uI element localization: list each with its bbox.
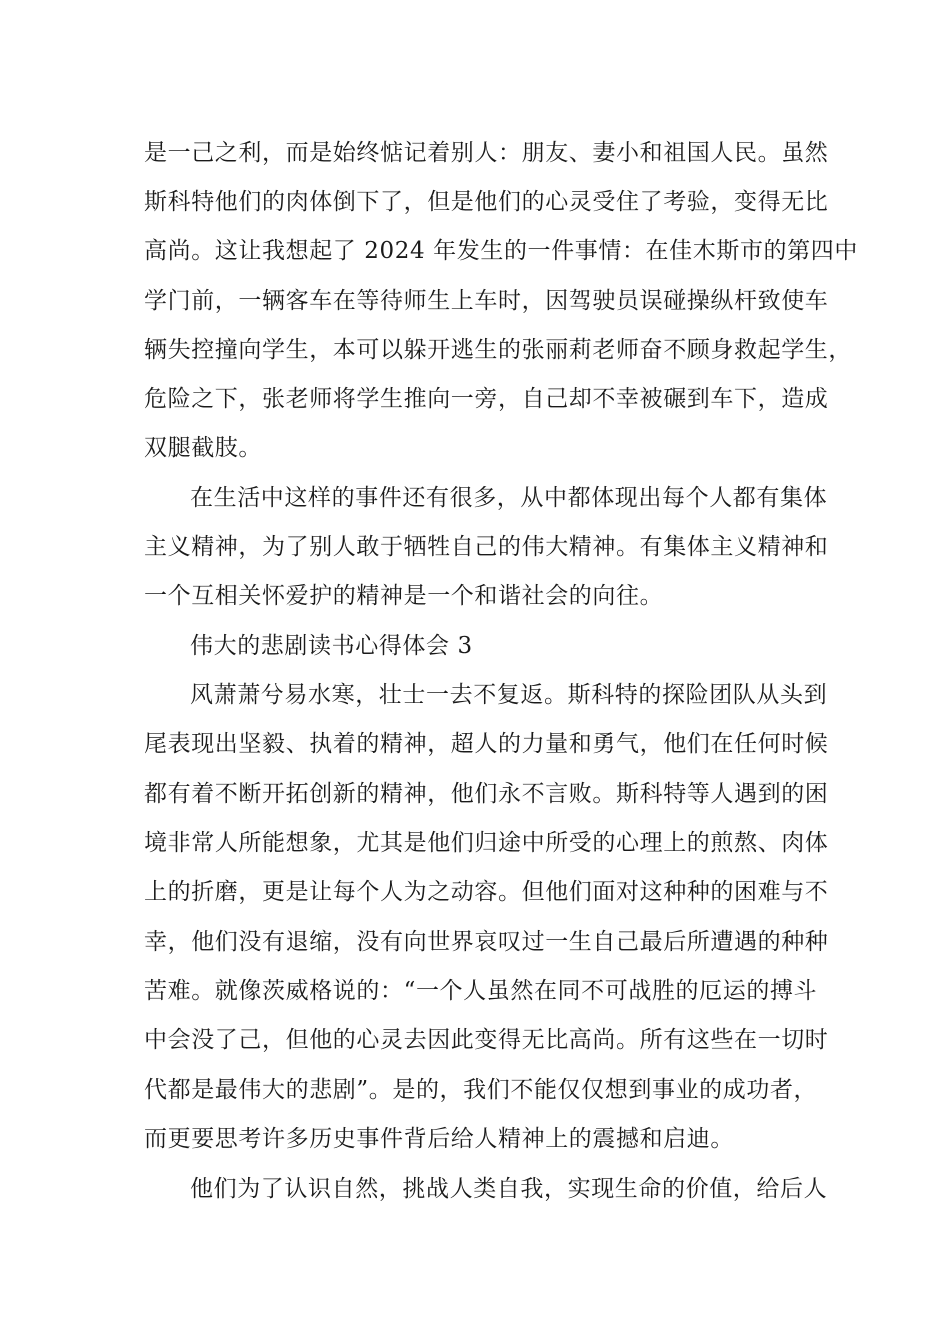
paragraph-line: 主义精神，为了别人敢于牺牲自己的伟大精神。有集体主义精神和 — [144, 534, 829, 560]
paragraph-line: 学门前，一辆客车在等待师生上车时，因驾驶员误碰操纵杆致使车 — [144, 288, 829, 314]
paragraph-line: 中会没了己，但他的心灵去因此变得无比高尚。所有这些在一切时 — [144, 1027, 829, 1053]
paragraph-line: 幸，他们没有退缩，没有向世界哀叹过一生自己最后所遭遇的种种 — [144, 929, 829, 955]
paragraph-line: 而更要思考许多历史事件背后给人精神上的震撼和启迪。 — [144, 1126, 734, 1152]
paragraph-line: 境非常人所能想象，尤其是他们归途中所受的心理上的煎熬、肉体 — [144, 830, 829, 856]
paragraph-line: 在生活中这样的事件还有很多，从中都体现出每个人都有集体 — [190, 485, 828, 511]
paragraph-line: 是一己之利，而是始终惦记着别人：朋友、妻小和祖国人民。虽然 — [144, 140, 829, 166]
paragraph-line: 代都是最伟大的悲剧”。是的，我们不能仅仅想到事业的成功者， — [144, 1077, 818, 1103]
paragraph-line: 都有着不断开拓创新的精神，他们永不言败。斯科特等人遇到的困 — [144, 781, 829, 807]
paragraph-line: 一个互相关怀爱护的精神是一个和谐社会的向往。 — [144, 583, 664, 609]
paragraph-line: 斯科特他们的肉体倒下了，但是他们的心灵受住了考验，变得无比 — [144, 189, 829, 215]
paragraph-line: 上的折磨，更是让每个人为之动容。但他们面对这种种的困难与不 — [144, 879, 829, 905]
section-heading: 伟大的悲剧读书心得体会 3 — [190, 633, 473, 659]
paragraph-line: 高尚。这让我想起了 2024 年发生的一件事情：在佳木斯市的第四中 — [144, 238, 858, 264]
paragraph-line: 危险之下，张老师将学生推向一旁，自己却不幸被碾到车下，造成 — [144, 386, 829, 412]
paragraph-line: 苦难。就像茨威格说的：“一个人虽然在同不可战胜的厄运的搏斗 — [144, 978, 818, 1004]
paragraph-line: 双腿截肢。 — [144, 435, 262, 461]
paragraph-line: 辆失控撞向学生，本可以躲开逃生的张丽莉老师奋不顾身救起学生， — [144, 337, 852, 363]
paragraph-line: 风萧萧兮易水寒，壮士一去不复返。斯科特的探险团队从头到 — [190, 682, 828, 708]
paragraph-line: 他们为了认识自然，挑战人类自我，实现生命的价值，给后人 — [190, 1176, 828, 1202]
paragraph-line: 尾表现出坚毅、执着的精神，超人的力量和勇气，他们在任何时候 — [144, 731, 829, 757]
